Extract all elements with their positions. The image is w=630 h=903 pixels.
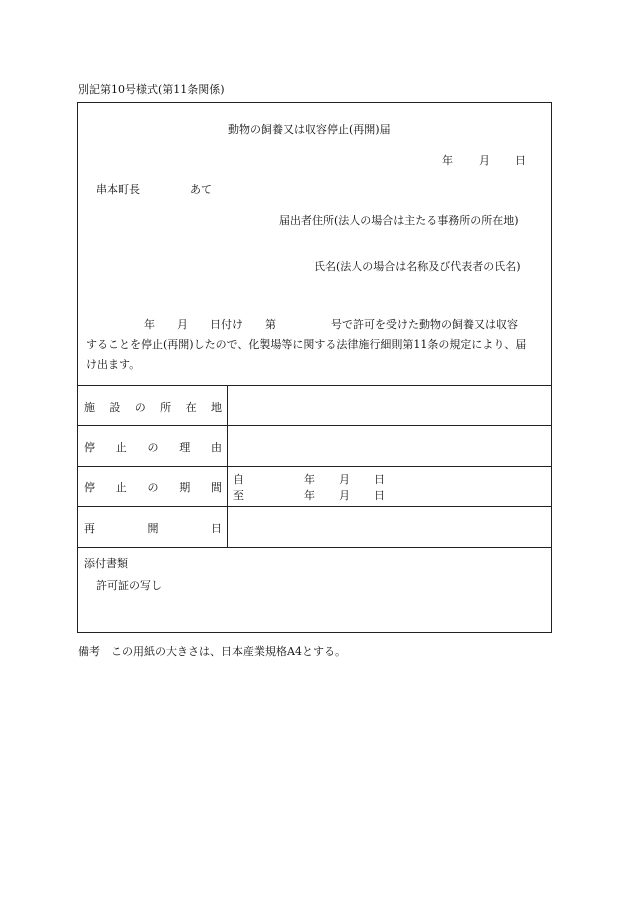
form-title: 動物の飼養又は収容停止(再開)届 — [228, 123, 391, 136]
period-to-day: 日 — [374, 489, 385, 502]
suspension-period-label: 停 止 の 期 間 — [84, 481, 222, 494]
declaration-line: け出ます。 — [86, 358, 141, 371]
period-from-prefix: 自 — [233, 473, 244, 486]
period-from-day: 日 — [374, 473, 385, 486]
period-from-year: 年 — [304, 473, 315, 486]
facility-location-label: 施 設 の 所 在 地 — [84, 401, 222, 414]
attachment-item: 許可証の写し — [96, 579, 162, 592]
row-divider — [78, 466, 551, 467]
form-number: 別記第10号様式(第11条関係) — [78, 83, 225, 96]
column-divider — [227, 385, 228, 547]
period-to-prefix: 至 — [233, 489, 244, 502]
suspension-reason-field[interactable] — [229, 426, 551, 465]
applicant-name-label: 氏名(法人の場合は名称及び代表者の氏名) — [314, 260, 521, 273]
period-to-year: 年 — [304, 489, 315, 502]
date-month-label: 月 — [479, 154, 490, 167]
row-divider — [78, 547, 551, 548]
footnote: 備考 この用紙の大きさは、日本産業規格A4とする。 — [78, 645, 346, 658]
addressee-suffix: あて — [190, 183, 212, 196]
attachments-heading: 添付書類 — [84, 557, 128, 570]
facility-location-field[interactable] — [229, 386, 551, 424]
declaration-line: することを停止(再開)したので、化製場等に関する法律施行細則第11条の規定により、届 — [86, 338, 527, 351]
declaration-text — [86, 315, 546, 375]
applicant-address-label: 届出者住所(法人の場合は主たる事務所の所在地) — [279, 214, 519, 227]
period-to-month: 月 — [339, 489, 350, 502]
addressee-name: 串本町長 — [96, 183, 140, 196]
resumption-date-label: 再 開 日 — [84, 522, 222, 535]
declaration-line: 年 月 日付け 第 号で許可を受けた動物の飼養又は収容 — [144, 318, 518, 331]
date-year-label: 年 — [442, 154, 453, 167]
date-day-label: 日 — [515, 154, 526, 167]
suspension-reason-label: 停 止 の 理 由 — [84, 441, 222, 454]
notification-form — [77, 102, 552, 633]
period-from-month: 月 — [339, 473, 350, 486]
resumption-date-field[interactable] — [229, 507, 551, 546]
